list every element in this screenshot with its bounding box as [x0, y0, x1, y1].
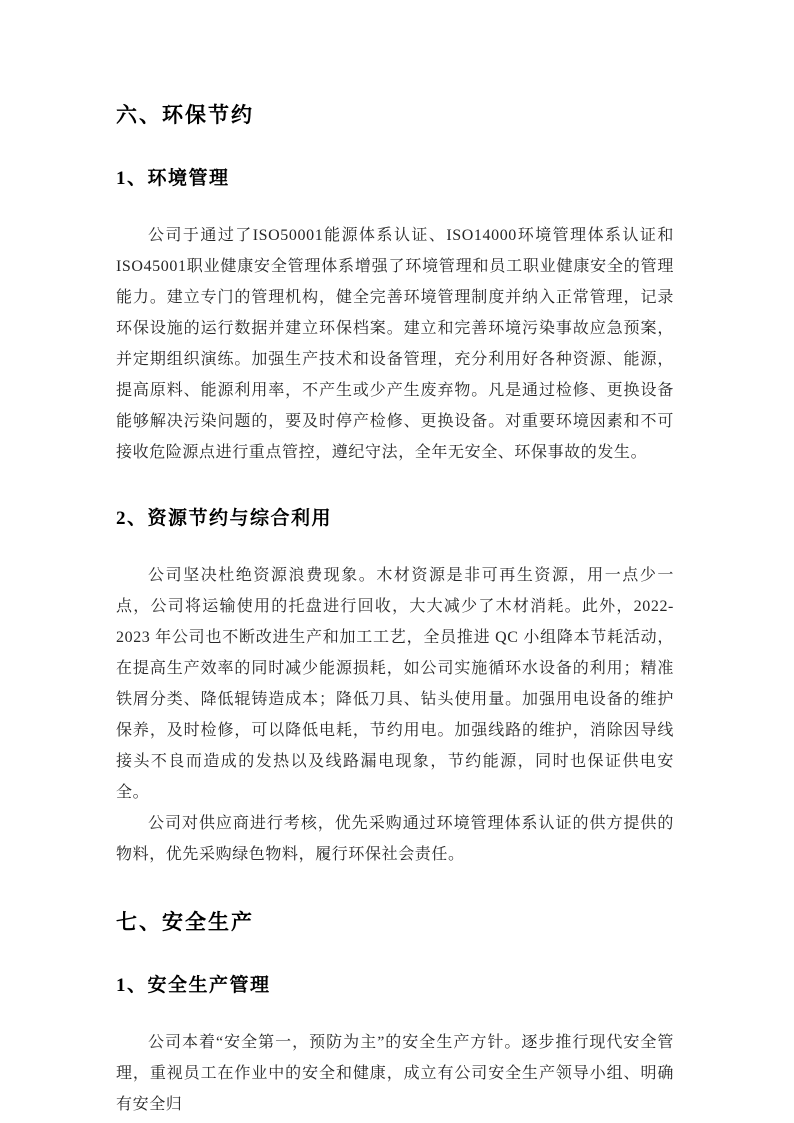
subsection-heading-environment-management: 1、环境管理 [116, 168, 230, 190]
section-heading-safety: 七、安全生产 [116, 909, 254, 934]
section-heading-environment: 六、环保节约 [116, 103, 254, 127]
subsection-heading-safety-management: 1、安全生产管理 [116, 974, 271, 996]
body-paragraph: 公司坚决杜绝资源浪费现象。木材资源是非可再生资源，用一点少一点，公司将运输使用的托盘进行回收，大大减少了木材消耗。此外，2022-2023 年公司也不断改进生产和加工工艺，全员推进 QC 小组降本节耗活动，在提高生产效率的同时减少能源损耗，如公司实施循环水设备的利用；精准铁屑分类、降低辊铸造成本；降低刀具、钻头使用量。加强用电设备的维护保养，及时检修，可以降低电耗，节约用电。加强线路的维护，消除因导线接头不良而造成的发热以及线路漏电现象，节约能源，同时也保证供电安全。 [116, 566, 674, 801]
body-paragraph: 公司对供应商进行考核，优先采购通过环境管理体系认证的供方提供的物料，优先采购绿色物料，履行环保社会责任。 [116, 814, 674, 863]
body-paragraph: 公司本着“安全第一，预防为主”的安全生产方针。逐步推行现代安全管理，重视员工在作业中的安全和健康，成立有公司安全生产领导小组、明确有安全归 [116, 1033, 674, 1113]
subsection-heading-resource-conservation: 2、资源节约与综合利用 [116, 507, 333, 529]
body-paragraph: 公司于通过了ISO50001能源体系认证、ISO14000环境管理体系认证和ISO45001职业健康安全管理体系增强了环境管理和员工职业健康安全的管理能力。建立专门的管理机构，健全完善环境管理制度并纳入正常管理，记录环保设施的运行数据并建立环保档案。建立和完善环境污染事故应急预案，并定期组织演练。加强生产技术和设备管理，充分利用好各种资源、能源，提高原料、能源利用率，不产生或少产生废弃物。凡是通过检修、更换设备能够解决污染问题的，要及时停产检修、更换设备。对重要环境因素和不可接收危险源点进行重点管控，遵纪守法，全年无安全、环保事故的发生。 [116, 226, 674, 461]
